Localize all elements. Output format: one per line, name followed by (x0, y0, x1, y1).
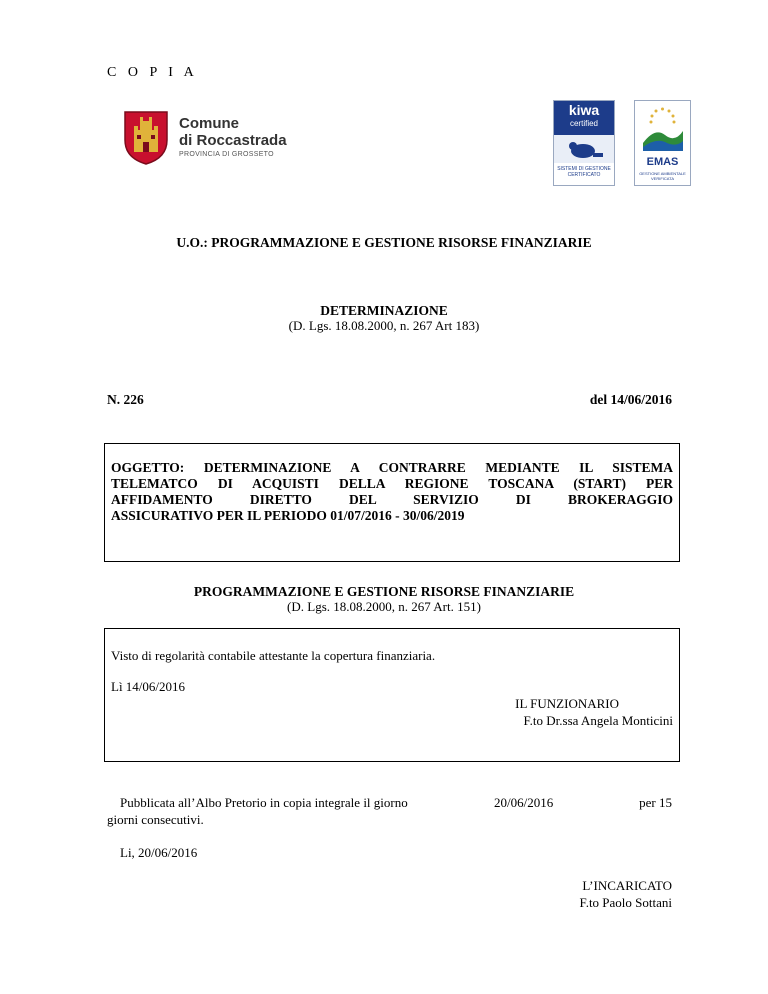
kiwa-certified-logo (553, 100, 615, 186)
comune-name-line2: di Roccastrada (179, 132, 287, 149)
eu-stars-icon (635, 101, 690, 153)
subject-line: AFFIDAMENTO DIRETTO DEL SERVIZIO DI BROKERAGGIO (111, 492, 673, 507)
subject-line: TELEMATCO DI ACQUISTI DELLA REGIONE TOSCANA (START) PER (111, 476, 673, 491)
organizational-unit-heading: U.O.: PROGRAMMAZIONE E GESTIONE RISORSE FINANZIARIE (176, 235, 592, 250)
kiwa-wordmark: kiwa (568, 102, 600, 118)
coat-of-arms-icon (123, 110, 169, 166)
determination-date: del 14/06/2016 (589, 392, 672, 407)
publication-duration: per 15 (639, 795, 672, 810)
determination-title: DETERMINAZIONE (320, 303, 448, 318)
subject-line: OGGETTO: DETERMINAZIONE A CONTRARRE MEDIANTE IL SISTEMA (111, 460, 673, 475)
publication-place-date: Li, 20/06/2016 (120, 845, 198, 860)
subject-box (104, 443, 680, 562)
approval-signature: F.to Dr.ssa Angela Monticini (523, 713, 673, 728)
emas-wordmark: EMAS (646, 156, 679, 168)
comune-name-line1: Comune (179, 115, 239, 132)
accounting-approval-box (104, 628, 680, 762)
section-title: PROGRAMMAZIONE E GESTIONE RISORSE FINANZIARIE (193, 584, 575, 599)
section-subtitle: (D. Lgs. 18.08.2000, n. 267 Art. 151) (287, 599, 481, 614)
province-label: PROVINCIA DI GROSSETO (179, 151, 274, 158)
beaver-icon (554, 135, 612, 163)
officer-role: L’INCARICATO (582, 878, 672, 893)
publication-date: 20/06/2016 (494, 795, 554, 810)
emas-logo (634, 100, 691, 186)
publication-text-line1: Pubblicata all’Albo Pretorio in copia integrale il giorno (120, 795, 408, 810)
subject-line: ASSICURATIVO PER IL PERIODO 01/07/2016 - 30/06/2019 (111, 508, 465, 523)
approval-role: IL FUNZIONARIO (515, 696, 619, 711)
approval-place-date: Lì 14/06/2016 (111, 679, 186, 694)
kiwa-certified-label: certified (569, 119, 598, 128)
officer-signature: F.to Paolo Sottani (579, 895, 672, 910)
determination-subtitle: (D. Lgs. 18.08.2000, n. 267 Art 183) (288, 318, 480, 333)
approval-text: Visto di regolarità contabile attestante la copertura finanziaria. (111, 648, 436, 663)
comune-logo (123, 110, 323, 170)
subject-text (111, 460, 673, 524)
determination-number: N. 226 (107, 392, 144, 407)
kiwa-bottom-label: SISTEMI DI GESTIONE CERTIFICATO (557, 166, 611, 178)
emas-small-label: GESTIONE AMBIENTALE VERIFICATA (639, 171, 686, 181)
copy-label: C O P I A (107, 65, 198, 80)
publication-text-line2: giorni consecutivi. (107, 812, 204, 827)
